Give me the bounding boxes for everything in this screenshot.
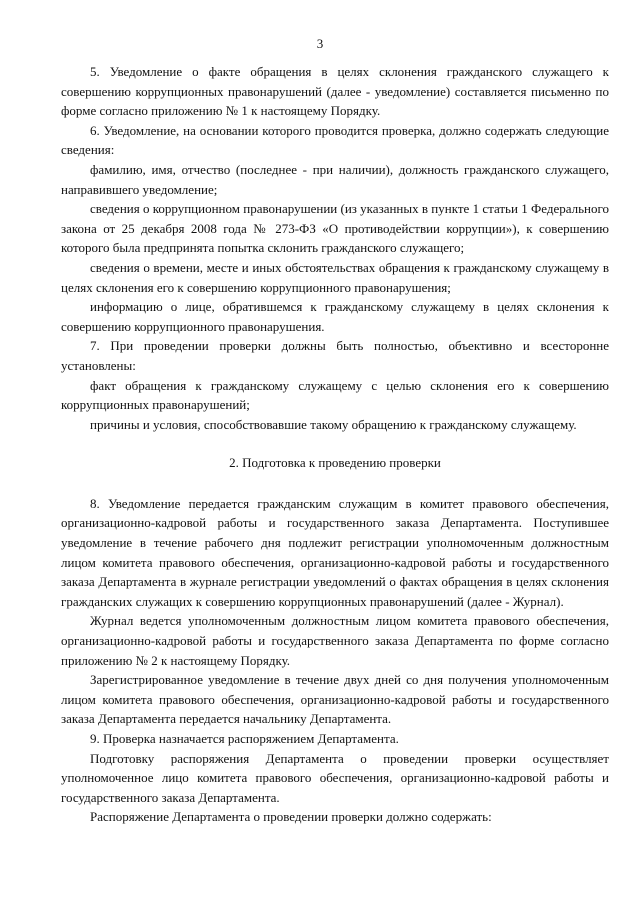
list-item-offense-info: сведения о коррупционном правонарушении (из указанных в пункте 1 статьи 1 Федерального закона от 25 декабря 2008 года № 273-ФЗ «О противодействии коррупции»), к совершению которого была предпринята попытка склонить гражданского служащего;: [61, 201, 609, 256]
list-item-person-info: информацию о лице, обратившемся к гражданскому служащему в целях склонения к совершению коррупционного правонарушения.: [61, 299, 609, 334]
page-number: 3: [316, 36, 324, 51]
paragraph-journal: Журнал ведется уполномоченным должностным лицом комитета правового обеспечения, организационно-кадровой работы и государственного заказа Департамента по форме согласно приложению № 2 к настоящему Порядку.: [61, 613, 609, 668]
paragraph-7: 7. При проведении проверки должны быть полностью, объективно и всесторонне установлены:: [61, 338, 609, 373]
document-body: [61, 62, 609, 827]
paragraph-8: 8. Уведомление передается гражданским служащим в комитет правового обеспечения, организационно-кадровой работы и государственного заказа Департамента. Поступившее уведомление в течение рабочего дня подлежит регистрации уполномоченным должностным лицом комитета правового обеспечения, организационно-кадровой работы и государственного заказа Департамента в журнале регистрации уведомлений о фактах обращения в целях склонения гражданских служащих к совершению коррупционных правонарушений (далее - Журнал).: [61, 495, 609, 609]
section-heading: 2. Подготовка к проведению проверки: [229, 455, 441, 471]
list-item-circumstances: сведения о времени, месте и иных обстоятельствах обращения к гражданскому служащему в целях склонения его к совершению коррупционного правонарушения;: [61, 259, 609, 295]
paragraph-9: 9. Проверка назначается распоряжением Департамента.: [90, 731, 399, 746]
list-item-full-name: фамилию, имя, отчество (последнее - при наличии), должность гражданского служащего, направившего уведомление;: [61, 161, 609, 197]
list-item-causes: причины и условия, способствовавшие такому обращению к гражданскому служащему.: [90, 416, 577, 432]
list-item-fact: факт обращения к гражданскому служащему с целью склонения его к совершению коррупционных правонарушений;: [61, 377, 609, 413]
paragraph-registered: Зарегистрированное уведомление в течение двух дней со дня получения уполномоченным лицом комитета правового обеспечения, организационно-кадровой работы и государственного заказа Департамента передается начальнику Департамента.: [61, 672, 609, 727]
paragraph-order-content: Распоряжение Департамента о проведении проверки должно содержать:: [90, 809, 492, 825]
paragraph-6: 6. Уведомление, на основании которого проводится проверка, должно содержать следующие сведения:: [61, 122, 609, 158]
paragraph-5: 5. Уведомление о факте обращения в целях склонения гражданского служащего к совершению коррупционных правонарушений (далее - уведомление) составляется письменно по форме согласно приложению № 1 к настоящему Порядку.: [61, 64, 609, 119]
paragraph-preparation: Подготовку распоряжения Департамента о проведении проверки осуществляет уполномоченное лицо комитета правового обеспечения, организационно-кадровой работы и государственного заказа Департамента.: [61, 750, 609, 805]
